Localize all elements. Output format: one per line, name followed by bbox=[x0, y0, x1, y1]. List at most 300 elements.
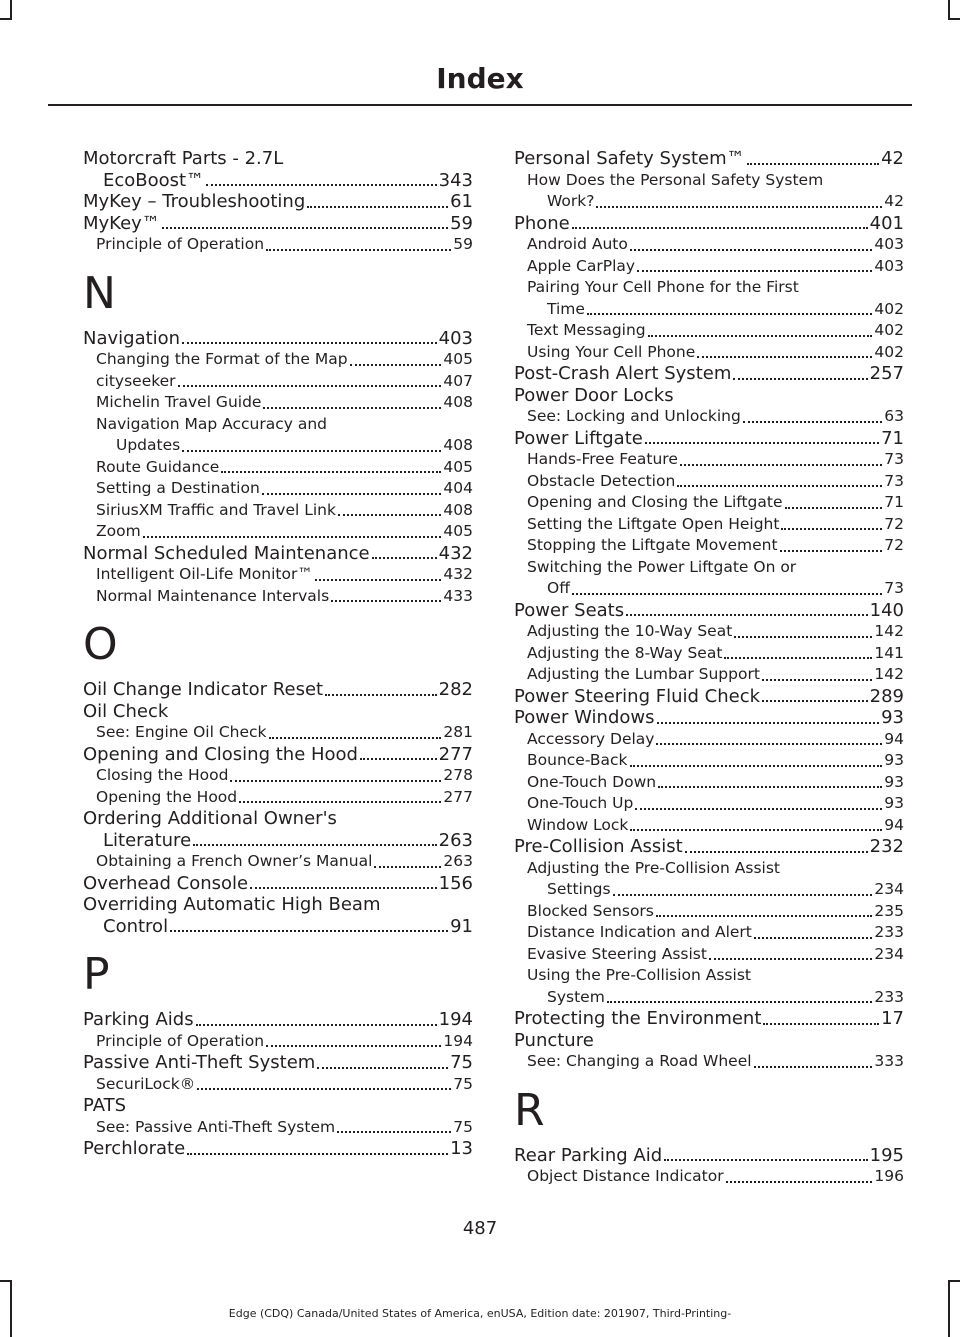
page-ref[interactable]: 42 bbox=[881, 148, 904, 169]
leader-dots bbox=[630, 765, 883, 767]
leader-dots bbox=[656, 915, 873, 917]
leader-dots bbox=[360, 758, 437, 760]
page-ref[interactable]: 402 bbox=[874, 321, 904, 339]
entry-label: Power Steering Fluid Check bbox=[514, 685, 761, 707]
index-subentry[interactable] bbox=[514, 234, 904, 256]
index-subentry[interactable] bbox=[514, 793, 904, 815]
index-subentry[interactable] bbox=[514, 406, 904, 428]
page-ref[interactable]: 59 bbox=[450, 212, 473, 234]
page-ref[interactable]: 142 bbox=[874, 665, 904, 683]
leader-dots bbox=[596, 206, 882, 208]
leader-dots bbox=[350, 364, 442, 366]
leader-dots bbox=[187, 1153, 448, 1155]
index-subentry[interactable] bbox=[514, 750, 904, 772]
index-subentry[interactable] bbox=[514, 858, 904, 901]
section-letter: R bbox=[514, 1084, 545, 1136]
page-ref[interactable]: 73 bbox=[884, 471, 904, 490]
leader-dots bbox=[221, 471, 441, 473]
section-letter: O bbox=[83, 619, 118, 670]
page-ref[interactable]: 432 bbox=[438, 542, 473, 564]
leader-dots bbox=[743, 421, 882, 423]
page-ref[interactable]: 93 bbox=[881, 707, 904, 728]
leader-dots bbox=[648, 335, 873, 337]
entry-label: Ordering Additional Owner's bbox=[83, 808, 337, 829]
index-subentry[interactable] bbox=[83, 478, 473, 500]
page-ref[interactable]: 235 bbox=[874, 901, 904, 920]
index-subentry[interactable] bbox=[514, 256, 904, 278]
page-ref[interactable]: 194 bbox=[438, 1009, 473, 1030]
index-entry[interactable] bbox=[83, 894, 473, 937]
leader-dots bbox=[572, 227, 868, 229]
index-subentry[interactable] bbox=[514, 514, 904, 536]
entry-label: Apple CarPlay bbox=[527, 256, 636, 275]
entry-label: Adjusting the Lumbar Support bbox=[527, 665, 760, 683]
index-entry[interactable] bbox=[514, 686, 904, 708]
index-subentry[interactable] bbox=[83, 787, 473, 809]
index-entry[interactable] bbox=[83, 1052, 473, 1074]
page-ref[interactable]: 75 bbox=[453, 1117, 473, 1136]
index-subentry[interactable] bbox=[83, 1031, 473, 1053]
index-entry[interactable] bbox=[514, 363, 904, 385]
entry-label: MyKey – Troubleshooting bbox=[83, 191, 306, 212]
page-ref[interactable]: 94 bbox=[884, 815, 904, 834]
index-subentry[interactable] bbox=[514, 621, 904, 643]
leader-dots bbox=[266, 249, 451, 251]
index-subentry[interactable] bbox=[514, 449, 904, 471]
leader-dots bbox=[613, 894, 873, 896]
index-entry[interactable] bbox=[83, 701, 473, 723]
leader-dots bbox=[754, 937, 873, 939]
entry-label: Updates bbox=[116, 436, 181, 454]
page-ref[interactable]: 73 bbox=[884, 579, 904, 597]
page-ref[interactable]: 263 bbox=[443, 852, 473, 870]
entry-label: Pre-Collision Assist bbox=[514, 836, 683, 857]
crop-mark-bottom-right-h bbox=[948, 1280, 960, 1282]
entry-label: See: Changing a Road Wheel bbox=[527, 1052, 752, 1070]
index-subentry[interactable] bbox=[83, 1117, 473, 1139]
index-subentry[interactable] bbox=[514, 965, 904, 1008]
leader-dots bbox=[733, 378, 867, 380]
entry-label: Stopping the Liftgate Movement bbox=[527, 536, 778, 554]
page-ref[interactable]: 408 bbox=[443, 436, 473, 454]
entry-label: Principle of Operation bbox=[96, 235, 265, 253]
entry-label: Oil Check bbox=[83, 700, 169, 722]
index-subentry[interactable] bbox=[83, 586, 473, 608]
page-ref[interactable]: 94 bbox=[884, 729, 904, 748]
index-entry[interactable] bbox=[83, 148, 473, 191]
leader-dots bbox=[762, 679, 872, 681]
leader-dots bbox=[709, 958, 872, 960]
index-subentry[interactable] bbox=[514, 277, 904, 320]
leader-dots bbox=[197, 1088, 451, 1090]
entry-label: Passive Anti-Theft System bbox=[83, 1052, 316, 1073]
index-entry[interactable] bbox=[514, 707, 904, 729]
page-ref[interactable]: 140 bbox=[869, 599, 904, 621]
page-ref[interactable]: 141 bbox=[874, 643, 904, 662]
page-ref[interactable]: 63 bbox=[884, 407, 904, 425]
page-ref[interactable]: 257 bbox=[869, 363, 904, 384]
page-ref[interactable]: 72 bbox=[884, 514, 904, 533]
entry-label: Setting the Liftgate Open Height bbox=[527, 514, 780, 533]
leader-dots bbox=[337, 1131, 451, 1133]
entry-label: See: Engine Oil Check bbox=[96, 723, 267, 741]
page-ref[interactable]: 194 bbox=[443, 1031, 473, 1050]
entry-label: Obstacle Detection bbox=[527, 471, 676, 490]
index-entry[interactable] bbox=[514, 148, 904, 170]
index-entry[interactable] bbox=[514, 385, 904, 407]
crop-mark-top-right-h bbox=[948, 18, 960, 20]
leader-dots bbox=[785, 507, 883, 509]
page-ref[interactable]: 408 bbox=[443, 393, 473, 411]
page-ref[interactable]: 232 bbox=[869, 836, 904, 857]
entry-label: Michelin Travel Guide bbox=[96, 393, 262, 411]
entry-label: Distance Indication and Alert bbox=[527, 923, 752, 941]
entry-label: Settings bbox=[547, 880, 611, 898]
leader-dots bbox=[372, 557, 437, 559]
entry-label: Route Guidance bbox=[96, 457, 220, 476]
entry-label: Navigation Map Accuracy and bbox=[96, 414, 328, 433]
entry-label: Opening and Closing the Hood bbox=[83, 743, 358, 765]
entry-label: Personal Safety System™ bbox=[514, 148, 745, 169]
page-ref[interactable]: 403 bbox=[874, 235, 904, 253]
index-subentry[interactable] bbox=[514, 772, 904, 794]
leader-dots bbox=[572, 593, 882, 595]
entry-label: Opening and Closing the Liftgate bbox=[527, 493, 783, 511]
entry-label: Normal Maintenance Intervals bbox=[96, 586, 330, 605]
page-ref[interactable]: 405 bbox=[443, 350, 473, 368]
entry-label: Android Auto bbox=[527, 235, 628, 253]
leader-dots bbox=[317, 1067, 448, 1069]
leader-dots bbox=[697, 356, 872, 358]
entry-label: MyKey™ bbox=[83, 212, 160, 234]
index-entry[interactable] bbox=[83, 213, 473, 235]
index-entry[interactable] bbox=[514, 1145, 904, 1167]
leader-dots bbox=[170, 930, 448, 932]
entry-label: Using Your Cell Phone bbox=[527, 342, 696, 361]
entry-label: PATS bbox=[83, 1095, 127, 1116]
page-ref[interactable]: 61 bbox=[450, 191, 473, 212]
index-entry[interactable] bbox=[83, 543, 473, 565]
page-ref[interactable]: 91 bbox=[450, 915, 473, 937]
page-ref[interactable]: 407 bbox=[443, 371, 473, 390]
index-column-left bbox=[83, 148, 473, 1160]
entry-label: Control bbox=[103, 915, 169, 937]
page-ref[interactable]: 277 bbox=[438, 743, 473, 765]
page-ref[interactable]: 75 bbox=[453, 1074, 473, 1093]
leader-dots bbox=[315, 579, 442, 581]
page-ref[interactable]: 75 bbox=[450, 1052, 473, 1073]
index-subentry[interactable] bbox=[514, 492, 904, 514]
index-subentry[interactable] bbox=[83, 234, 473, 256]
index-subentry[interactable] bbox=[83, 414, 473, 457]
entry-label: See: Passive Anti-Theft System bbox=[96, 1117, 336, 1136]
index-subentry[interactable] bbox=[83, 392, 473, 414]
entry-label: EcoBoost™ bbox=[103, 169, 205, 191]
leader-dots bbox=[182, 450, 441, 452]
index-column-right bbox=[514, 148, 904, 1188]
page-ref[interactable]: 403 bbox=[874, 256, 904, 275]
entry-label: Object Distance Indicator bbox=[527, 1167, 724, 1185]
page-ref[interactable]: 59 bbox=[453, 235, 473, 253]
page-ref[interactable]: 401 bbox=[869, 212, 904, 234]
crop-mark-top-left-h bbox=[0, 18, 12, 20]
page-ref[interactable]: 17 bbox=[881, 1008, 904, 1029]
page-ref[interactable]: 402 bbox=[874, 299, 904, 318]
index-entry[interactable] bbox=[514, 428, 904, 450]
leader-dots bbox=[250, 887, 437, 889]
page-ref[interactable]: 278 bbox=[443, 766, 473, 784]
crop-mark-top-right bbox=[948, 0, 950, 20]
page-ref[interactable]: 71 bbox=[881, 427, 904, 449]
page-ref[interactable]: 72 bbox=[884, 536, 904, 554]
leader-dots bbox=[630, 249, 873, 251]
entry-label: Off bbox=[547, 579, 570, 597]
index-subentry[interactable] bbox=[83, 1074, 473, 1096]
index-entry[interactable] bbox=[83, 744, 473, 766]
page-ref[interactable]: 405 bbox=[443, 522, 473, 540]
leader-dots bbox=[630, 829, 882, 831]
page-ref[interactable]: 404 bbox=[443, 479, 473, 497]
index-entry[interactable] bbox=[83, 328, 473, 350]
entry-label: Pairing Your Cell Phone for the First bbox=[527, 278, 799, 296]
leader-dots bbox=[307, 206, 448, 208]
leader-dots bbox=[724, 657, 872, 659]
page-ref[interactable]: 42 bbox=[884, 192, 904, 210]
page-ref[interactable]: 93 bbox=[884, 772, 904, 791]
page-ref[interactable]: 73 bbox=[884, 450, 904, 468]
leader-dots bbox=[645, 442, 879, 444]
leader-dots bbox=[338, 514, 441, 516]
index-subentry[interactable] bbox=[83, 564, 473, 586]
leader-dots bbox=[263, 407, 441, 409]
entry-label: System bbox=[547, 987, 605, 1006]
entry-label: Adjusting the 10-Way Seat bbox=[527, 622, 733, 640]
section-letter: N bbox=[83, 267, 116, 319]
entry-label: Oil Change Indicator Reset bbox=[83, 679, 324, 700]
page-ref[interactable]: 71 bbox=[884, 493, 904, 511]
entry-label: How Does the Personal Safety System bbox=[527, 170, 824, 189]
page-ref[interactable]: 403 bbox=[438, 327, 473, 349]
leader-dots bbox=[331, 600, 441, 602]
page-ref[interactable]: 93 bbox=[884, 751, 904, 769]
index-entry[interactable] bbox=[83, 873, 473, 895]
entry-label: Time bbox=[547, 299, 585, 318]
entry-label: Literature bbox=[103, 829, 192, 851]
index-subentry[interactable] bbox=[514, 664, 904, 686]
page-number: 487 bbox=[462, 1218, 498, 1239]
leader-dots bbox=[206, 184, 437, 186]
index-subentry[interactable] bbox=[83, 722, 473, 744]
leader-dots bbox=[680, 464, 882, 466]
entry-label: Normal Scheduled Maintenance bbox=[83, 542, 370, 564]
index-subentry[interactable] bbox=[514, 320, 904, 342]
leader-dots bbox=[657, 722, 880, 724]
entry-label: One-Touch Down bbox=[527, 772, 657, 791]
leader-dots bbox=[607, 1001, 873, 1003]
leader-dots bbox=[196, 1024, 437, 1026]
entry-label: Adjusting the Pre-Collision Assist bbox=[527, 858, 781, 877]
entry-label: Hands-Free Feature bbox=[527, 450, 678, 468]
leader-dots bbox=[193, 844, 437, 846]
leader-dots bbox=[656, 743, 882, 745]
index-subentry[interactable] bbox=[514, 815, 904, 837]
entry-label: Phone bbox=[514, 212, 570, 234]
page-ref[interactable]: 233 bbox=[874, 987, 904, 1006]
entry-label: Opening the Hood bbox=[96, 787, 238, 806]
entry-label: Motorcraft Parts - 2.7L bbox=[83, 148, 284, 169]
page-ref[interactable]: 196 bbox=[874, 1167, 904, 1185]
index-entry[interactable] bbox=[83, 1095, 473, 1117]
page-ref[interactable]: 156 bbox=[438, 872, 473, 894]
entry-label: Intelligent Oil-Life Monitor™ bbox=[96, 565, 313, 583]
leader-dots bbox=[781, 528, 882, 530]
header-rule bbox=[48, 104, 912, 106]
entry-label: Closing the Hood bbox=[96, 766, 229, 784]
page-ref[interactable]: 195 bbox=[869, 1144, 904, 1166]
page-ref[interactable]: 263 bbox=[438, 829, 473, 851]
leader-dots bbox=[178, 385, 442, 387]
leader-dots bbox=[754, 1066, 873, 1068]
leader-dots bbox=[262, 493, 442, 495]
page-ref[interactable]: 13 bbox=[450, 1138, 473, 1159]
entry-label: Work? bbox=[547, 192, 595, 210]
leader-dots bbox=[162, 227, 448, 229]
page-ref[interactable]: 402 bbox=[874, 342, 904, 361]
page-ref[interactable]: 142 bbox=[874, 622, 904, 640]
index-subentry[interactable] bbox=[514, 535, 904, 557]
leader-dots bbox=[637, 270, 872, 272]
index-subentry[interactable] bbox=[514, 729, 904, 751]
entry-label: Rear Parking Aid bbox=[514, 1144, 663, 1166]
page-ref[interactable]: 234 bbox=[874, 880, 904, 898]
entry-label: Obtaining a French Owner’s Manual bbox=[96, 852, 373, 870]
entry-label: SiriusXM Traffic and Travel Link bbox=[96, 500, 336, 519]
leader-dots bbox=[780, 550, 883, 552]
index-entry[interactable] bbox=[514, 836, 904, 858]
entry-label: Power Liftgate bbox=[514, 427, 643, 449]
index-subentry[interactable] bbox=[83, 765, 473, 787]
page-ref[interactable]: 233 bbox=[874, 923, 904, 941]
index-subentry[interactable] bbox=[514, 1166, 904, 1188]
entry-label: See: Locking and Unlocking bbox=[527, 407, 741, 425]
index-subentry[interactable] bbox=[514, 643, 904, 665]
entry-label: Adjusting the 8-Way Seat bbox=[527, 643, 723, 662]
entry-label: Overriding Automatic High Beam bbox=[83, 894, 381, 915]
index-entry[interactable] bbox=[514, 213, 904, 235]
leader-dots bbox=[143, 536, 442, 538]
entry-label: Text Messaging bbox=[527, 321, 646, 339]
page-ref[interactable]: 234 bbox=[874, 944, 904, 963]
leader-dots bbox=[677, 485, 882, 487]
leader-dots bbox=[325, 694, 437, 696]
page-ref[interactable]: 281 bbox=[443, 723, 473, 741]
footer-edition: Edge (CDQ) Canada/United States of America, enUSA, Edition date: 201907, Third-Printing- bbox=[228, 1307, 732, 1320]
leader-dots bbox=[726, 1181, 873, 1183]
leader-dots bbox=[182, 342, 437, 344]
entry-label: Perchlorate bbox=[83, 1138, 186, 1159]
entry-label: Using the Pre-Collision Assist bbox=[527, 966, 751, 984]
index-subentry[interactable] bbox=[514, 471, 904, 493]
entry-label: Power Seats bbox=[514, 599, 625, 621]
index-subentry[interactable] bbox=[83, 500, 473, 522]
page-ref[interactable]: 432 bbox=[443, 565, 473, 583]
index-entry[interactable] bbox=[83, 679, 473, 701]
index-entry[interactable] bbox=[83, 1138, 473, 1160]
page-ref[interactable]: 289 bbox=[869, 685, 904, 707]
index-subentry[interactable] bbox=[83, 457, 473, 479]
entry-label: Power Door Locks bbox=[514, 384, 674, 406]
leader-dots bbox=[763, 1023, 879, 1025]
page-ref[interactable]: 93 bbox=[884, 794, 904, 812]
leader-dots bbox=[266, 1045, 441, 1047]
entry-label: One-Touch Up bbox=[527, 794, 634, 812]
page-ref[interactable]: 408 bbox=[443, 500, 473, 519]
entry-label: Overhead Console bbox=[83, 872, 249, 894]
index-entry[interactable] bbox=[514, 1008, 904, 1030]
index-subentry[interactable] bbox=[514, 922, 904, 944]
index-subentry[interactable] bbox=[83, 349, 473, 371]
entry-label: Protecting the Environment bbox=[514, 1008, 762, 1029]
index-subentry[interactable] bbox=[514, 170, 904, 213]
index-subentry[interactable] bbox=[514, 901, 904, 923]
leader-dots bbox=[587, 313, 872, 315]
page-ref[interactable]: 433 bbox=[443, 586, 473, 605]
leader-dots bbox=[626, 614, 868, 616]
leader-dots bbox=[635, 808, 882, 810]
entry-label: Power Windows bbox=[514, 707, 655, 728]
leader-dots bbox=[230, 780, 441, 782]
entry-label: Blocked Sensors bbox=[527, 901, 654, 920]
leader-dots bbox=[762, 700, 868, 702]
leader-dots bbox=[374, 866, 441, 868]
entry-label: Parking Aids bbox=[83, 1009, 194, 1030]
index-entry[interactable] bbox=[514, 1030, 904, 1052]
crop-mark-bottom-left-h bbox=[0, 1280, 12, 1282]
entry-label: Setting a Destination bbox=[96, 479, 260, 497]
entry-label: cityseeker bbox=[96, 371, 176, 390]
page-ref[interactable]: 343 bbox=[438, 169, 473, 191]
leader-dots bbox=[664, 1159, 868, 1161]
leader-dots bbox=[239, 801, 441, 803]
index-subentry[interactable] bbox=[514, 557, 904, 600]
entry-label: Principle of Operation bbox=[96, 1031, 265, 1050]
index-entry[interactable] bbox=[83, 191, 473, 213]
page-ref[interactable]: 405 bbox=[443, 457, 473, 476]
leader-dots bbox=[734, 636, 872, 638]
leader-dots bbox=[747, 163, 879, 165]
entry-label: Puncture bbox=[514, 1029, 594, 1051]
section-letter: P bbox=[83, 949, 110, 1000]
page-ref[interactable]: 282 bbox=[438, 679, 473, 700]
index-subentry[interactable] bbox=[83, 521, 473, 543]
page-ref[interactable]: 277 bbox=[443, 787, 473, 806]
leader-dots bbox=[685, 851, 868, 853]
index-subentry[interactable] bbox=[514, 1051, 904, 1073]
entry-label: SecuriLock® bbox=[96, 1074, 196, 1093]
entry-label: Switching the Power Liftgate On or bbox=[527, 557, 797, 576]
index-subentry[interactable] bbox=[83, 851, 473, 873]
index-subentry[interactable] bbox=[514, 342, 904, 364]
index-entry[interactable] bbox=[83, 1009, 473, 1031]
index-subentry[interactable] bbox=[83, 371, 473, 393]
index-entry[interactable] bbox=[83, 808, 473, 851]
entry-label: Bounce-Back bbox=[527, 751, 628, 769]
index-entry[interactable] bbox=[514, 600, 904, 622]
index-subentry[interactable] bbox=[514, 944, 904, 966]
page-ref[interactable]: 333 bbox=[874, 1052, 904, 1070]
entry-label: Navigation bbox=[83, 327, 181, 349]
entry-label: Window Lock bbox=[527, 815, 629, 834]
